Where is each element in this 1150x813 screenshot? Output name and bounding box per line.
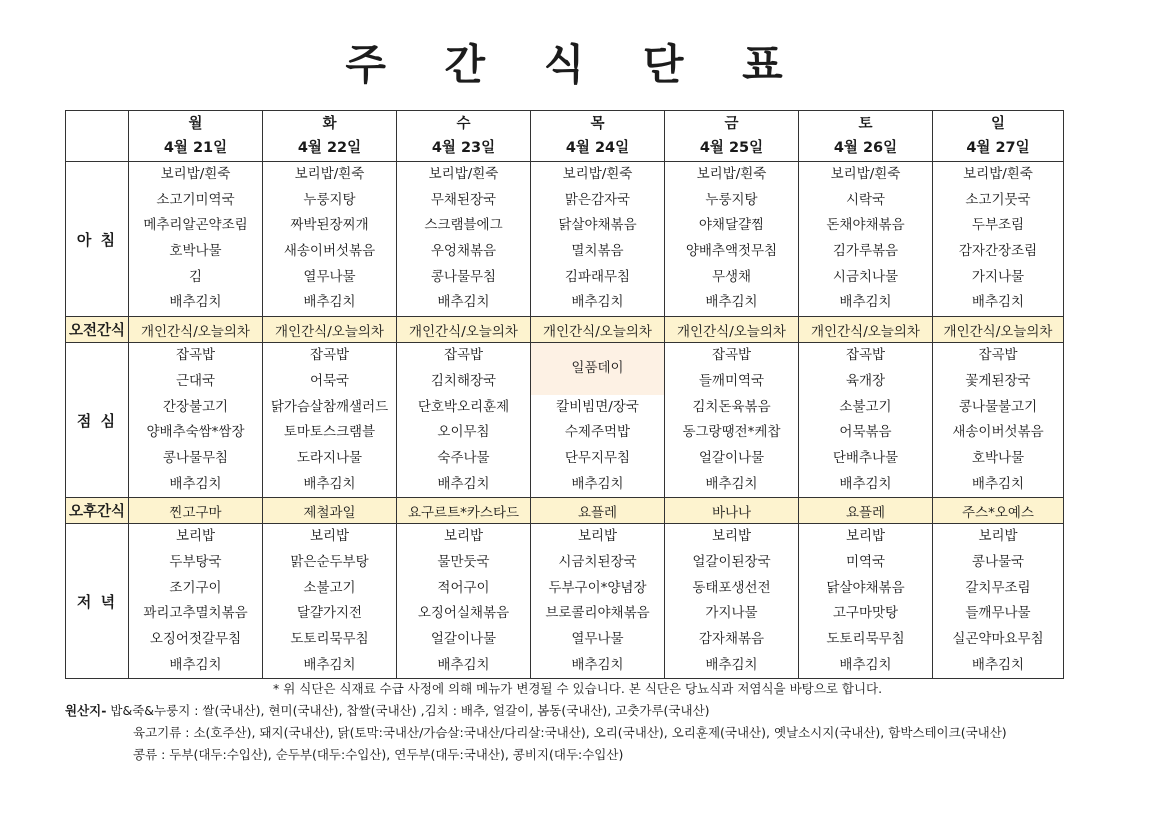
menu-item: 배추김치 <box>571 475 624 492</box>
menu-item: 누룽지탕 <box>303 191 356 208</box>
menu-item: 잡곡밥 <box>978 347 1018 364</box>
menu-item: 감자채볶음 <box>698 631 765 648</box>
menu-item: 보리밥/흰죽 <box>160 166 231 182</box>
snack-cell: 개인간식/오늘의차 <box>665 317 799 343</box>
menu-item: 야채달걀찜 <box>698 217 765 234</box>
menu-item: 단호박오리훈제 <box>417 398 510 415</box>
menu-item: 김치해장국 <box>430 372 497 389</box>
breakfast-cell <box>665 162 799 317</box>
breakfast-cell <box>799 162 933 317</box>
menu-item: 동태포생선전 <box>692 579 771 596</box>
menu-item: 맑은감자국 <box>564 191 631 208</box>
menu-item: 소고기미역국 <box>156 191 235 208</box>
menu-item: 닭살야채볶음 <box>826 579 905 596</box>
menu-item: 들깨미역국 <box>698 372 765 389</box>
menu-item: 양배추액젓무침 <box>685 243 778 260</box>
menu-item: 보리밥 <box>711 528 752 545</box>
menu-item: 누룽지탕 <box>705 191 758 208</box>
menu-item: 오징어실채볶음 <box>417 605 510 622</box>
origin-line-1 <box>65 700 1085 722</box>
lunch-cell-special <box>531 343 665 498</box>
menu-item: 콩나물불고기 <box>958 398 1038 415</box>
snack-cell: 바나나 <box>665 498 799 524</box>
snack-cell: 개인간식/오늘의차 <box>531 317 665 343</box>
menu-item: 새송이버섯볶음 <box>283 243 376 260</box>
origin-beans: 콩류 : 두부(대두:수입산), 순두부(대두:수입산), 연두부(대두:국내산), 콩비지(대두:수입산) <box>133 747 624 762</box>
menu-item: 보리밥/흰죽 <box>963 166 1033 182</box>
menu-item: 도토리묵무침 <box>290 631 369 648</box>
menu-item: 배추김치 <box>839 475 892 492</box>
menu-item: 보리밥/흰죽 <box>294 166 365 182</box>
menu-item: 열무나물 <box>303 268 356 285</box>
menu-item: 양배추숙쌈*쌈장 <box>146 424 245 441</box>
menu-item: 도라지나물 <box>296 449 363 466</box>
menu-item: 두부탕국 <box>169 553 222 570</box>
menu-item: 동그랑땡전*케찹 <box>682 424 781 441</box>
menu-item: 보리밥/흰죽 <box>696 166 767 182</box>
menu-item: 김치돈육볶음 <box>692 398 771 415</box>
menu-item: 얼갈이나물 <box>698 449 765 466</box>
menu-item: 잡곡밥 <box>443 347 484 364</box>
menu-item: 수제주먹밥 <box>564 424 631 441</box>
menu-item: 호박나물 <box>971 449 1025 466</box>
breakfast-cell <box>129 162 263 317</box>
menu-item: 근대국 <box>175 372 216 389</box>
lunch-cell <box>665 343 799 498</box>
menu-item: 소불고기 <box>839 398 892 415</box>
menu-item: 콩나물국 <box>971 553 1025 570</box>
menu-item: 배추김치 <box>303 294 356 311</box>
menu-item: 보리밥 <box>978 528 1018 545</box>
menu-item: 스크램블에그 <box>424 217 503 234</box>
menu-item: 우엉채볶음 <box>430 243 497 260</box>
corner-cell <box>66 111 129 162</box>
menu-item: 토마토스크램블 <box>283 424 376 441</box>
menu-item: 무채된장국 <box>430 191 497 208</box>
afternoon-snack-label: 오후간식 <box>66 498 129 524</box>
menu-item: 꽈리고추멸치볶음 <box>143 605 248 622</box>
dinner-label: 저 녁 <box>66 524 129 679</box>
menu-item: 배추김치 <box>839 294 892 311</box>
menu-item: 갈치무조림 <box>965 579 1031 596</box>
day-header-row <box>66 111 1064 162</box>
menu-item: 배추김치 <box>571 294 624 311</box>
menu-item: 배추김치 <box>705 656 758 673</box>
menu-item: 들깨무나물 <box>965 605 1031 622</box>
snack-cell: 개인간식/오늘의차 <box>397 317 531 343</box>
morning-snack-row <box>66 317 1064 343</box>
day-header-fri: 금 4월 25일 <box>665 111 799 162</box>
breakfast-label: 아 침 <box>66 162 129 317</box>
menu-item: 배추김치 <box>437 475 490 492</box>
dinner-cell <box>531 524 665 679</box>
menu-item: 배추김치 <box>303 656 356 673</box>
menu-item: 배추김치 <box>971 294 1025 311</box>
menu-item: 숙주나물 <box>437 449 490 466</box>
menu-item: 조기구이 <box>169 579 222 596</box>
snack-cell: 주스*오예스 <box>933 498 1064 524</box>
day-header-mon: 월 4월 21일 <box>129 111 263 162</box>
menu-item: 칼비빔면/장국 <box>556 398 639 415</box>
menu-item: 보리밥 <box>577 528 618 545</box>
menu-item: 보리밥/흰죽 <box>830 166 901 182</box>
menu-item: 단무지무침 <box>564 449 631 466</box>
dinner-cell <box>263 524 397 679</box>
menu-item: 미역국 <box>845 553 886 570</box>
menu-item: 얼갈이나물 <box>430 631 497 648</box>
origin-label: 원산지- <box>65 703 107 718</box>
menu-item: 고구마맛탕 <box>832 605 899 622</box>
lunch-cell <box>263 343 397 498</box>
lunch-cell <box>129 343 263 498</box>
snack-cell: 요플레 <box>531 498 665 524</box>
menu-item: 적어구이 <box>437 579 490 596</box>
menu-item: 오징어젓갈무침 <box>149 631 242 648</box>
afternoon-snack-row <box>66 498 1064 524</box>
menu-item: 김가루볶음 <box>832 243 899 260</box>
lunch-label: 점 심 <box>66 343 129 498</box>
menu-item: 단배추나물 <box>832 449 899 466</box>
menu-item: 배추김치 <box>571 656 624 673</box>
morning-snack-label: 오전간식 <box>66 317 129 343</box>
day-header-tue: 화 4월 22일 <box>263 111 397 162</box>
menu-item: 간장불고기 <box>162 398 229 415</box>
menu-item: 김파래무침 <box>564 268 631 285</box>
menu-item: 배추김치 <box>437 656 490 673</box>
menu-item: 감자간장조림 <box>958 243 1038 260</box>
menu-item: 잡곡밥 <box>845 347 886 364</box>
menu-item: 돈채야채볶음 <box>826 217 905 234</box>
menu-item: 배추김치 <box>303 475 356 492</box>
menu-item: 시금치된장국 <box>558 553 637 570</box>
page-title: 주 간 식 단 표 <box>345 40 805 89</box>
menu-item: 맑은순두부탕 <box>290 553 369 570</box>
lunch-row <box>66 343 1064 498</box>
footnotes <box>65 678 1085 766</box>
breakfast-cell <box>531 162 665 317</box>
menu-item: 보리밥/흰죽 <box>428 166 499 182</box>
menu-item: 어묵국 <box>309 372 350 389</box>
lunch-cell <box>799 343 933 498</box>
menu-item: 잡곡밥 <box>175 347 216 364</box>
menu-item: 달걀가지전 <box>296 605 363 622</box>
snack-cell: 개인간식/오늘의차 <box>933 317 1064 343</box>
snack-cell: 요구르트*카스타드 <box>397 498 531 524</box>
menu-item: 배추김치 <box>705 475 758 492</box>
origin-grains: 밥&죽&누룽지 : 쌀(국내산), 현미(국내산), 찹쌀(국내산) ,김치 : 배추, 얼갈이, 봄동(국내산), 고춧가루(국내산) <box>110 703 710 718</box>
menu-item: 무생채 <box>711 268 752 285</box>
snack-cell: 개인간식/오늘의차 <box>799 317 933 343</box>
lunch-cell <box>397 343 531 498</box>
snack-cell: 제철과일 <box>263 498 397 524</box>
day-header-thu: 목 4월 24일 <box>531 111 665 162</box>
menu-item: 짜박된장찌개 <box>290 217 369 234</box>
breakfast-cell <box>397 162 531 317</box>
day-header-sat: 토 4월 26일 <box>799 111 933 162</box>
menu-item: 배추김치 <box>839 656 892 673</box>
snack-cell: 요플레 <box>799 498 933 524</box>
snack-cell: 찐고구마 <box>129 498 263 524</box>
menu-item: 잡곡밥 <box>309 347 350 364</box>
menu-item: 일품데이 <box>531 343 664 394</box>
dinner-cell <box>799 524 933 679</box>
menu-item: 얼갈이된장국 <box>692 553 771 570</box>
menu-item: 보리밥 <box>309 528 350 545</box>
menu-item: 보리밥/흰죽 <box>562 166 633 182</box>
day-header-sun: 일 4월 27일 <box>933 111 1064 162</box>
menu-item: 보리밥 <box>443 528 484 545</box>
menu-item: 닭가슴살참깨샐러드 <box>270 398 389 415</box>
origin-meat: 육고기류 : 소(호주산), 돼지(국내산), 닭(토막:국내산/가슴살:국내산/다리살:국내산), 오리(국내산), 오리훈제(국내산), 옛날소시지(국내산), 함박스테이크(국내산) <box>133 725 1007 740</box>
dinner-cell <box>933 524 1064 679</box>
menu-item: 실곤약마요무침 <box>952 631 1044 648</box>
menu-item: 열무나물 <box>571 631 624 648</box>
day-header-wed: 수 4월 23일 <box>397 111 531 162</box>
menu-item: 콩나물무침 <box>430 268 497 285</box>
menu-notice: * 위 식단은 식재료 수급 사정에 의해 메뉴가 변경될 수 있습니다. 본 식단은 당뇨식과 저염식을 바탕으로 합니다. <box>273 681 883 696</box>
menu-item: 가지나물 <box>971 268 1025 285</box>
dinner-row <box>66 524 1064 679</box>
menu-item: 두부구이*양념장 <box>548 579 647 596</box>
menu-item: 멸치볶음 <box>571 243 624 260</box>
menu-item: 꽃게된장국 <box>965 372 1031 389</box>
menu-item: 가지나물 <box>705 605 758 622</box>
menu-item: 시금치나물 <box>832 268 899 285</box>
snack-cell: 개인간식/오늘의차 <box>263 317 397 343</box>
menu-item: 김 <box>188 268 203 285</box>
breakfast-cell <box>263 162 397 317</box>
dinner-cell <box>129 524 263 679</box>
lunch-cell <box>933 343 1064 498</box>
menu-item: 시락국 <box>845 191 886 208</box>
menu-item: 배추김치 <box>705 294 758 311</box>
menu-item: 두부조림 <box>971 217 1025 234</box>
breakfast-row <box>66 162 1064 317</box>
menu-item: 브로콜리야채볶음 <box>545 605 650 622</box>
menu-item: 닭살야채볶음 <box>558 217 637 234</box>
menu-item: 보리밥 <box>845 528 886 545</box>
dinner-cell <box>397 524 531 679</box>
weekly-menu-table <box>65 110 1064 679</box>
breakfast-cell <box>933 162 1064 317</box>
menu-item: 소불고기 <box>303 579 356 596</box>
menu-item: 도토리묵무침 <box>826 631 905 648</box>
menu-item: 배추김치 <box>169 475 222 492</box>
menu-item: 오이무침 <box>437 424 490 441</box>
menu-item: 어묵볶음 <box>839 424 892 441</box>
menu-item: 배추김치 <box>169 294 222 311</box>
menu-item: 물만둣국 <box>437 553 490 570</box>
menu-item: 소고기뭇국 <box>965 191 1031 208</box>
menu-item: 콩나물무침 <box>162 449 229 466</box>
snack-cell: 개인간식/오늘의차 <box>129 317 263 343</box>
menu-item: 육개장 <box>845 372 886 389</box>
menu-item: 배추김치 <box>437 294 490 311</box>
menu-item: 잡곡밥 <box>711 347 752 364</box>
menu-item: 새송이버섯볶음 <box>952 424 1044 441</box>
menu-item: 배추김치 <box>971 475 1025 492</box>
menu-item: 호박나물 <box>169 243 222 260</box>
menu-item: 배추김치 <box>971 656 1025 673</box>
menu-item: 배추김치 <box>169 656 222 673</box>
menu-item: 보리밥 <box>175 528 216 545</box>
dinner-cell <box>665 524 799 679</box>
menu-item: 메추리알곤약조림 <box>143 217 248 234</box>
